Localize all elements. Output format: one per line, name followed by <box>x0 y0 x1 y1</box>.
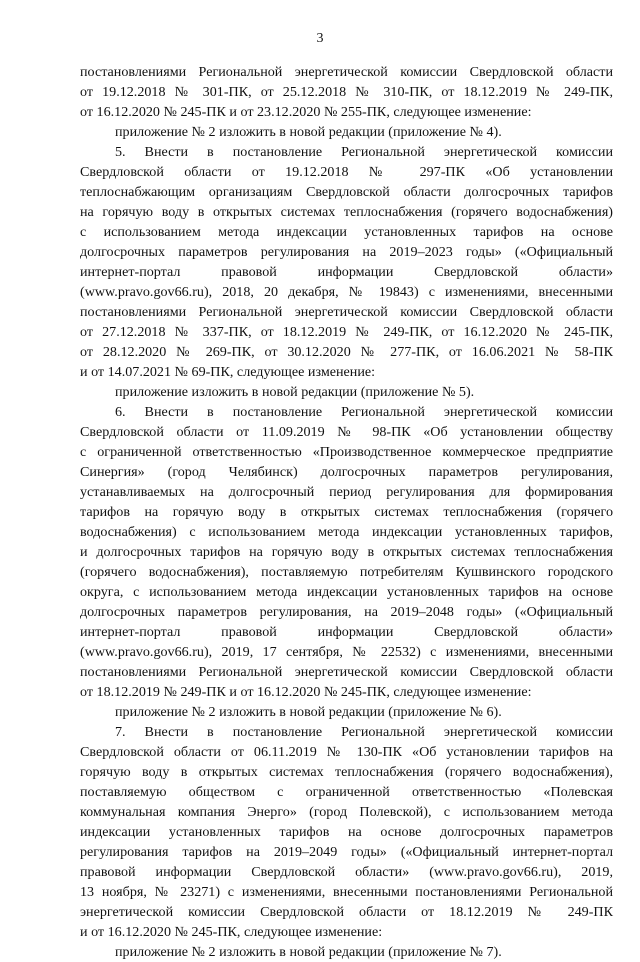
text-line: постановлениями Региональной энергетической комиссии Свердловской области <box>80 304 613 320</box>
text-line: коммунальная компания Энерго» (город Полевской), с использованием метода <box>80 804 613 820</box>
text-line: постановлениями Региональной энергетической комиссии Свердловской области <box>80 664 613 680</box>
text-line: горячую воду в открытых системах теплоснабжения (горячего водоснабжения), <box>80 764 613 780</box>
text-line: Синергия» (город Челябинск) долгосрочных параметров регулирования, <box>80 464 613 480</box>
text-line: (горячего водоснабжения), поставляемую потребителям Кушвинского городского <box>80 564 613 580</box>
text-line: устанавливаемых на долгосрочный период регулирования для формирования <box>80 484 613 500</box>
text-line: приложение № 2 изложить в новой редакции (приложение № 4). <box>115 124 502 140</box>
text-line: интернет-портал правовой информации Свердловской области» <box>80 264 613 280</box>
text-line: правовой информации Свердловской области» (www.pravo.gov66.ru), 2019, <box>80 864 613 880</box>
text-line: 5. Внести в постановление Региональной энергетической комиссии <box>115 144 613 160</box>
text-line: приложение изложить в новой редакции (приложение № 5). <box>115 384 475 400</box>
text-line: индексации установленных тарифов на основе долгосрочных параметров <box>80 824 613 840</box>
text-line: и долгосрочных тарифов на горячую воду в открытых системах теплоснабжения <box>80 544 613 560</box>
text-line: на горячую воду в открытых системах теплоснабжения (горячего водоснабжения) <box>80 204 613 220</box>
text-line: Свердловской области от 11.09.2019 № 98-ПК «Об установлении обществу <box>80 424 613 440</box>
text-line: (www.pravo.gov66.ru), 2019, 17 сентября, № 22532) с изменениями, внесенными <box>80 644 613 660</box>
text-line: интернет-портал правовой информации Свердловской области» <box>80 624 613 640</box>
text-line: от 27.12.2018 № 337-ПК, от 18.12.2019 № 249-ПК, от 16.12.2020 № 245-ПК, <box>80 324 613 340</box>
page-number: 3 <box>316 31 324 46</box>
text-line: 6. Внести в постановление Региональной энергетической комиссии <box>115 404 613 420</box>
text-line: теплоснабжающим организациям Свердловской области долгосрочных тарифов <box>80 184 613 200</box>
text-line: Свердловской области от 19.12.2018 № 297-ПК «Об установлении <box>80 164 613 180</box>
text-line: с использованием метода индексации установленных тарифов на основе <box>80 224 613 240</box>
text-line: от 16.12.2020 № 245-ПК и от 23.12.2020 № 255-ПК, следующее изменение: <box>80 104 532 120</box>
text-line: и от 16.12.2020 № 245-ПК, следующее изменение: <box>80 924 383 940</box>
text-line: округа, с использованием метода индексации установленных тарифов на основе <box>80 584 613 600</box>
text-line: водоснабжения) с использованием метода индексации установленных тарифов, <box>80 524 613 540</box>
text-line: приложение № 2 изложить в новой редакции (приложение № 6). <box>115 704 502 720</box>
text-line: постановлениями Региональной энергетической комиссии Свердловской области <box>80 64 613 80</box>
text-line: 13 ноября, № 23271) с изменениями, внесенными постановлениями Региональной <box>80 884 613 900</box>
text-line: долгосрочных параметров регулирования, на 2019–2048 годы» («Официальный <box>80 604 613 620</box>
text-line: долгосрочных параметров регулирования на 2019–2023 годы» («Официальный <box>80 244 613 260</box>
text-line: 7. Внести в постановление Региональной энергетической комиссии <box>115 724 613 740</box>
text-line: и от 14.07.2021 № 69-ПК, следующее изменение: <box>80 364 376 380</box>
text-line: тарифов на горячую воду в открытых системах теплоснабжения (горячего <box>80 504 613 520</box>
text-line: поставляемую обществом с ограниченной ответственностью «Полевская <box>80 784 613 800</box>
text-line: от 28.12.2020 № 269-ПК, от 30.12.2020 № 277-ПК, от 16.06.2021 № 58-ПК <box>80 344 613 360</box>
text-line: регулирования тарифов на 2019–2049 годы» («Официальный интернет-портал <box>80 844 613 860</box>
text-line: энергетической комиссии Свердловской области от 18.12.2019 № 249-ПК <box>80 904 613 920</box>
text-line: (www.pravo.gov66.ru), 2018, 20 декабря, № 19843) с изменениями, внесенными <box>80 284 613 300</box>
document-body <box>80 62 613 962</box>
text-line: приложение № 2 изложить в новой редакции (приложение № 7). <box>115 944 502 960</box>
text-line: от 18.12.2019 № 249-ПК и от 16.12.2020 № 245-ПК, следующее изменение: <box>80 684 532 700</box>
text-line: с ограниченной ответственностью «Производственное коммерческое предприятие <box>80 444 613 460</box>
text-line: от 19.12.2018 № 301-ПК, от 25.12.2018 № 310-ПК, от 18.12.2019 № 249-ПК, <box>80 84 613 100</box>
text-line: Свердловской области от 06.11.2019 № 130-ПК «Об установлении тарифов на <box>80 744 613 760</box>
